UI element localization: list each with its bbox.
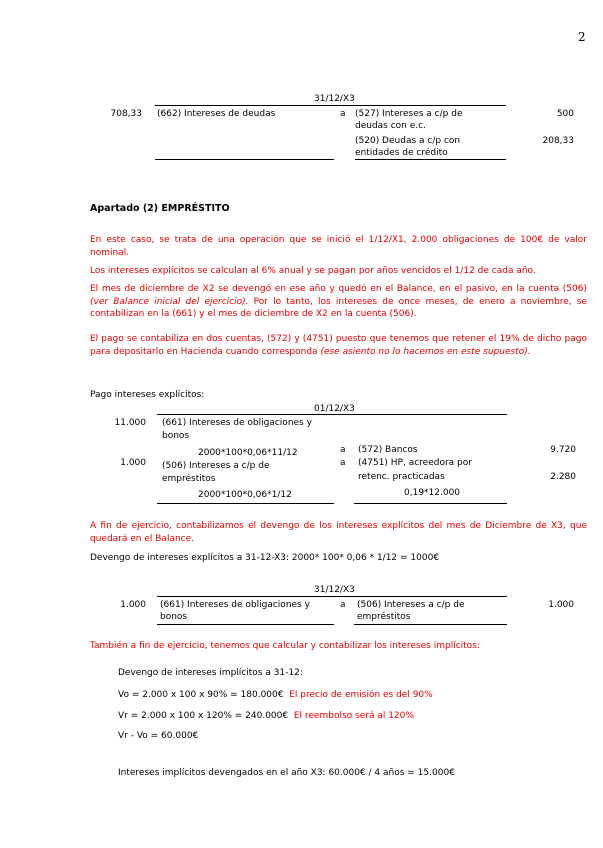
implicitos-diff: Vr - Vo = 60.000€ xyxy=(118,731,199,741)
entry3-debit-amount: 1.000 xyxy=(120,600,146,610)
entry3-date: 31/12/X3 xyxy=(314,585,355,595)
devengo-explicitos-formula: Devengo de intereses explícitos a 31-12-X3: 2000* 100* 0,06 * 1/12 = 1000€ xyxy=(90,553,440,563)
entry3-a-marker: a xyxy=(340,600,346,610)
entry1-date: 31/12/X3 xyxy=(314,94,355,104)
entry2-credit2-line2: retenc. practicadas xyxy=(358,472,445,482)
paragraph-3-part-b: Por lo tanto, los intereses de once meses, de enero a noviembre, se contabilizan en la (661) y el mes de diciembre de X2 en la cuenta (506). xyxy=(90,296,587,319)
entry2-credit2-formula: 0,19*12.000 xyxy=(404,488,461,498)
implicitos-vr-note: El reembolso será al 120% xyxy=(293,711,414,721)
entry1-credit2-line1: (520) Deudas a c/p con xyxy=(355,136,461,146)
entry1-debit-account: (662) Intereses de deudas xyxy=(157,109,276,119)
paragraph-3 xyxy=(90,283,587,321)
implicitos-annual: Intereses implícitos devengados en el año X3: 60.000€ / 4 años = 15.000€ xyxy=(118,768,455,778)
implicitos-vo: Vo = 2.000 x 100 x 90% = 180.000€ xyxy=(118,690,284,700)
entry3-top-rule xyxy=(157,596,507,597)
entry3-debit-line2: bonos xyxy=(160,612,188,622)
entry1-credit1-amount: 500 xyxy=(556,109,574,119)
implicitos-vr-line xyxy=(118,711,414,722)
entry2-label: Pago intereses explícitos: xyxy=(90,390,205,400)
implicitos-vr: Vr = 2.000 x 100 x 120% = 240.000€ xyxy=(118,711,289,721)
entry1-credit2-line2: entidades de crédito xyxy=(355,148,448,158)
paragraph-4-italic: (ese asiento no lo hacemos en este supuesto). xyxy=(320,346,531,357)
entry2-debit2-formula: 2000*100*0,06*1/12 xyxy=(198,490,292,500)
paragraph-3-part-a: El mes de diciembre de X2 se devengó en ese año y quedó en el Balance, en el pasivo, en la cuenta (506) xyxy=(90,284,587,294)
paragraph-3-italic: (ver Balance inicial del ejercicio). xyxy=(90,296,249,307)
entry2-credit1-label: (572) Bancos xyxy=(358,445,418,455)
entry2-top-rule xyxy=(157,414,507,415)
entry2-credit1-amount: 9.720 xyxy=(550,445,576,455)
entry2-credit2-line1: (4751) HP, acreedora por xyxy=(358,458,472,468)
entry2-debit1-line1: (661) Intereses de obligaciones y xyxy=(162,418,312,428)
entry2-a-marker-1: a xyxy=(340,445,346,455)
paragraph-2: Los intereses explícitos se calculan al 6% anual y se pagan por años vencidos el 1/12 de cada año. xyxy=(90,266,536,276)
entry1-credit1-line1: (527) Intereses a c/p de xyxy=(355,109,463,119)
entry1-bottom-rule-right xyxy=(355,159,506,160)
implicitos-vo-note: El precio de emisión es del 90% xyxy=(289,690,433,700)
entry2-debit2-line1: (506) Intereses a c/p de xyxy=(162,461,270,471)
entry1-credit2-amount: 208,33 xyxy=(542,136,574,146)
entry1-debit-amount: 708,33 xyxy=(110,109,142,119)
section-title: Apartado (2) EMPRÉSTITO xyxy=(90,203,230,214)
note-intereses-implicitos: También a fin de ejercicio, tenemos que calcular y contabilizar los intereses implícitos: xyxy=(90,641,480,651)
entry1-bottom-rule-left xyxy=(155,159,334,160)
entry1-top-rule xyxy=(155,105,506,106)
entry2-credit2-amount: 2.280 xyxy=(550,472,576,482)
paragraph-4 xyxy=(90,333,587,358)
entry2-debit2-line2: empréstitos xyxy=(162,474,216,484)
entry2-bottom-rule-left xyxy=(157,503,334,504)
implicitos-title: Devengo de intereses implícitos a 31-12: xyxy=(118,668,303,678)
entry3-credit-line2: empréstitos xyxy=(357,612,411,622)
entry2-debit2-amount: 1.000 xyxy=(120,458,146,468)
entry2-a-marker-2: a xyxy=(340,458,346,468)
entry2-bottom-rule-right xyxy=(354,503,507,504)
entry3-bottom-rule-right xyxy=(354,624,507,625)
paragraph-4-part-a: El pago se contabiliza en dos cuentas, (572) y (4751) puesto que tenemos que retener el 19% de dicho pago para depositarlo en Hacienda cuando corresponda xyxy=(90,334,587,357)
entry3-credit-amount: 1.000 xyxy=(548,600,574,610)
entry2-debit1-amount: 11.000 xyxy=(114,418,146,428)
paragraph-1: En este caso, se trata de una operación que se inició el 1/12/X1, 2.000 obligaciones de 100€ de valor nominal. xyxy=(90,235,587,258)
entry2-debit1-formula: 2000*100*0,06*11/12 xyxy=(198,448,298,458)
entry3-bottom-rule-left xyxy=(157,624,334,625)
note-devengo-explicitos: A fin de ejercicio, contabilizamos el devengo de los intereses explícitos del mes de Diciembre de X3, que quedará en el Balance. xyxy=(90,521,587,544)
entry1-credit1-line2: deudas con e.c. xyxy=(355,121,426,131)
entry2-date: 01/12/X3 xyxy=(314,404,355,414)
entry3-debit-line1: (661) Intereses de obligaciones y xyxy=(160,600,310,610)
page-number: 2 xyxy=(578,30,586,44)
entry3-credit-line1: (506) Intereses a c/p de xyxy=(357,600,465,610)
entry1-a-marker: a xyxy=(340,109,346,119)
entry2-debit1-line2: bonos xyxy=(162,431,190,441)
implicitos-vo-line xyxy=(118,690,433,701)
